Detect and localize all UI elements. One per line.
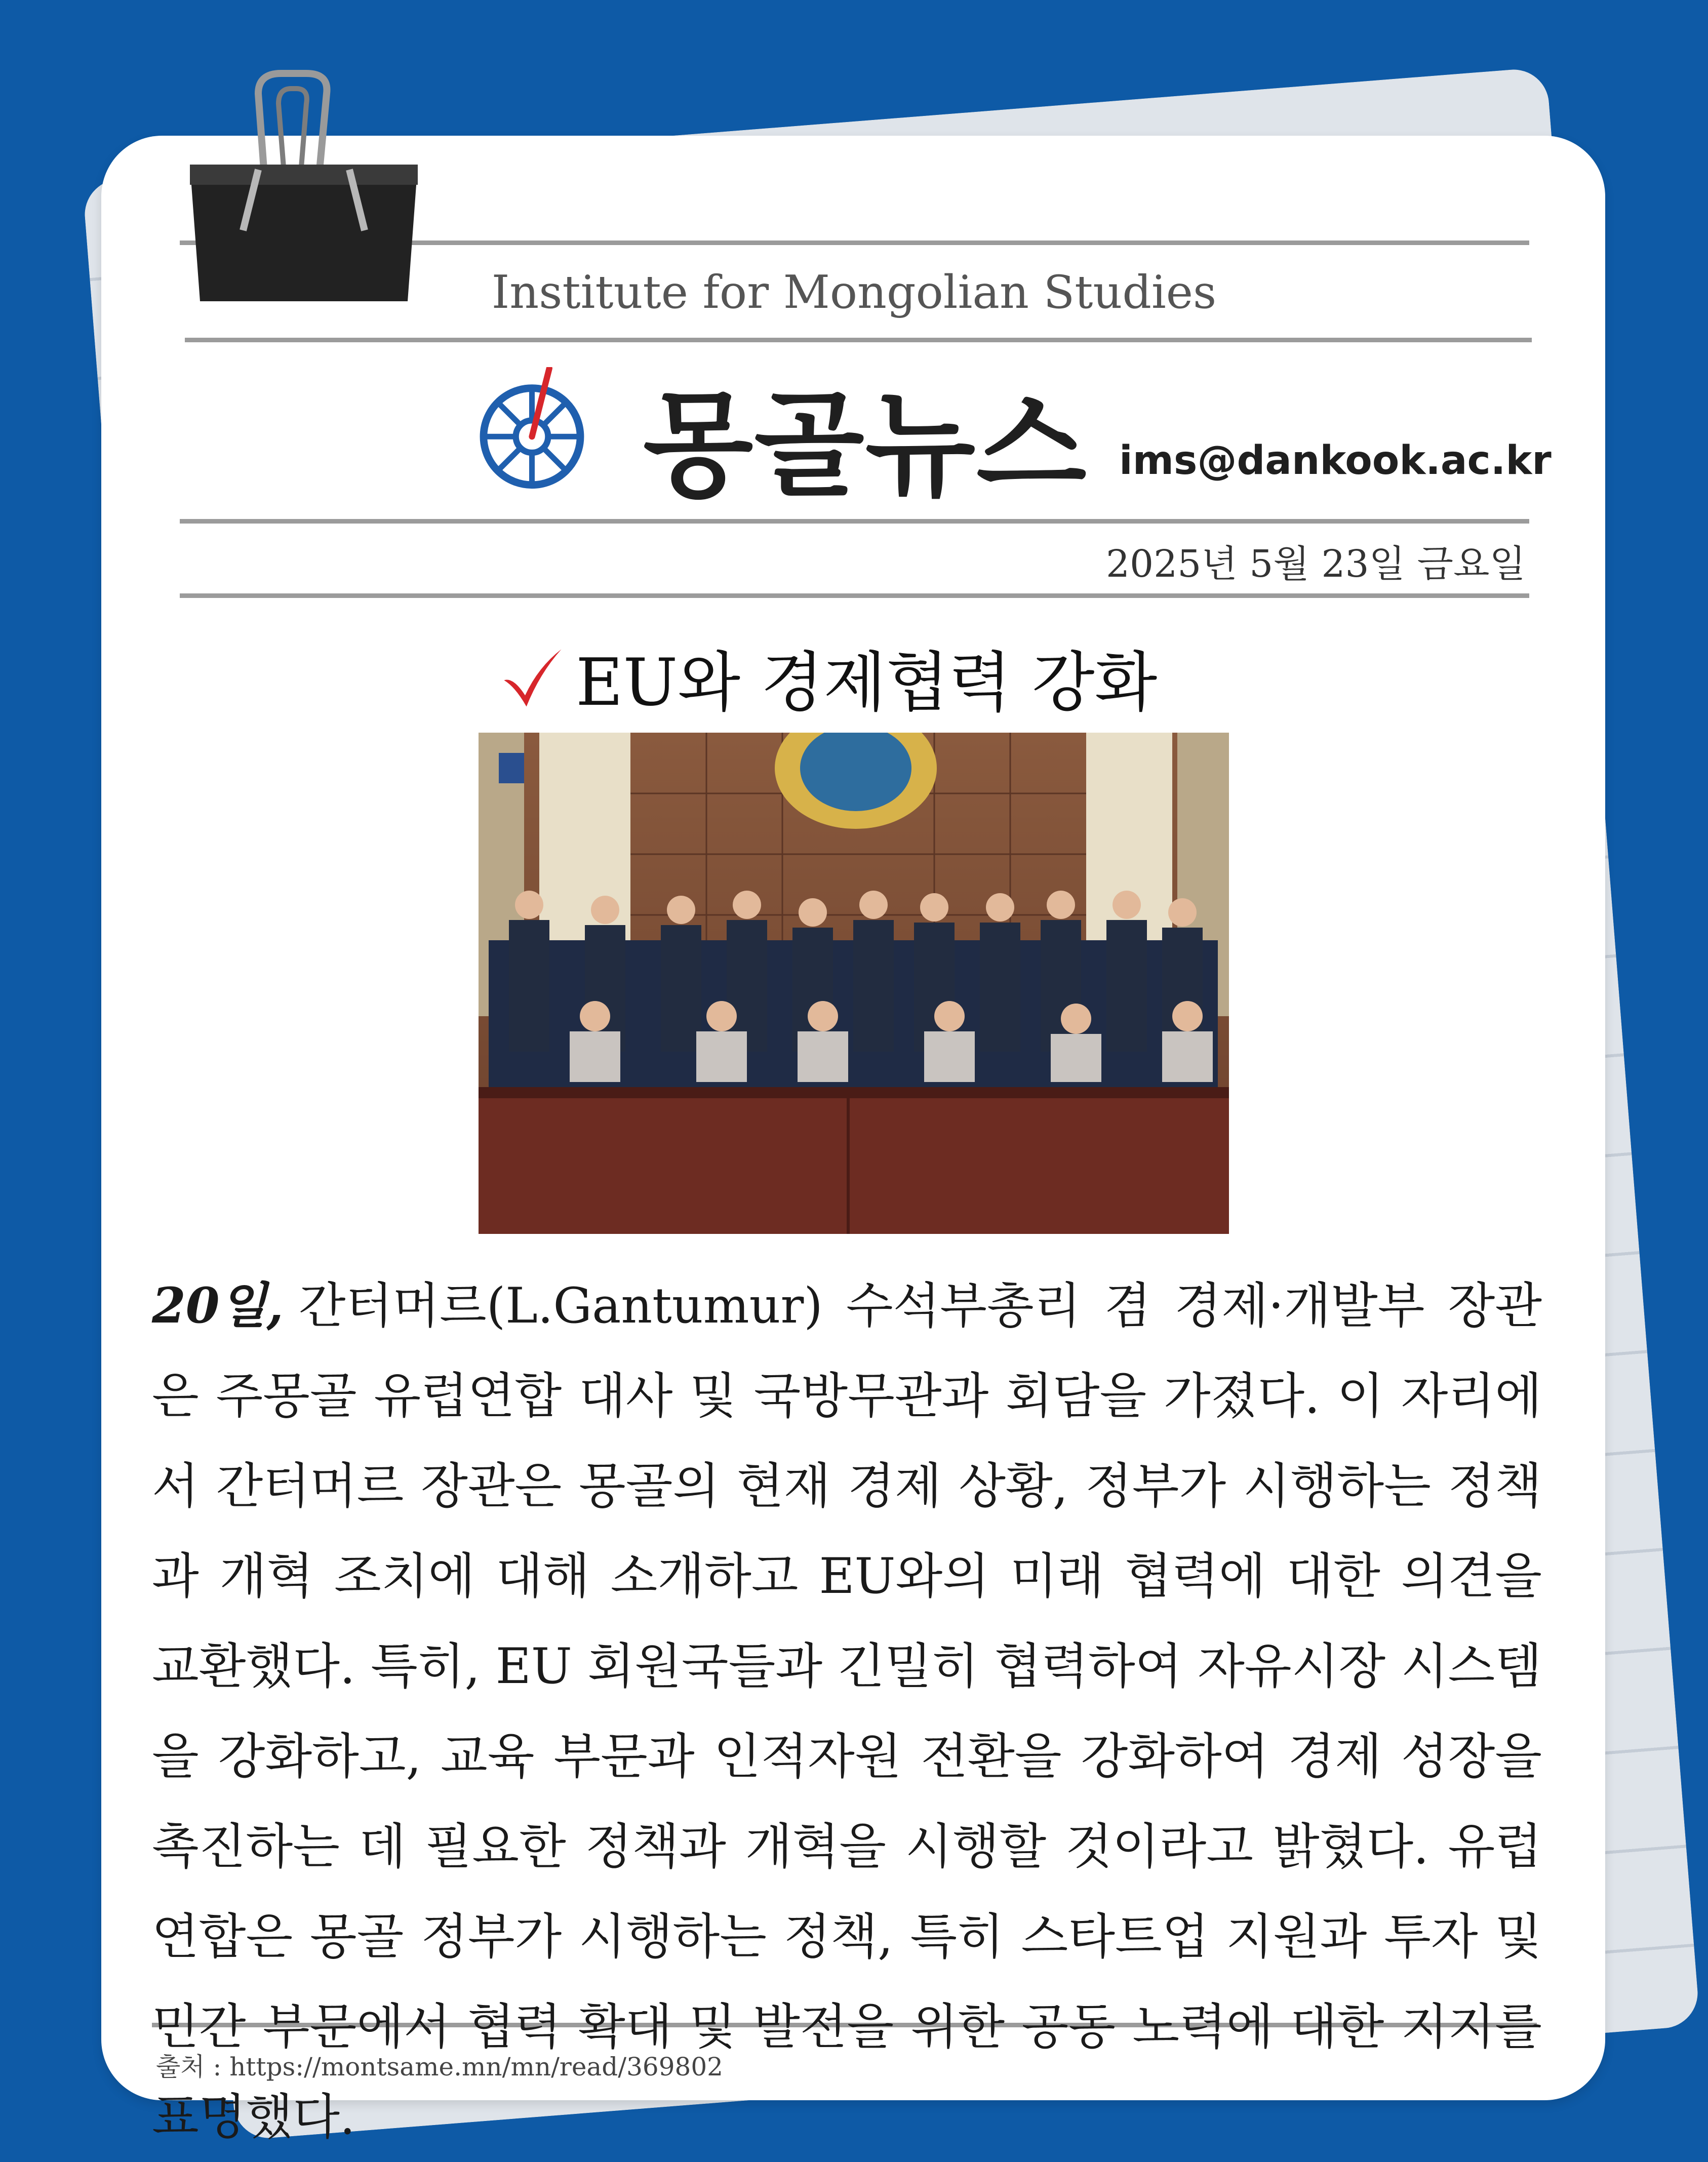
divider-institute: [185, 338, 1532, 342]
checkmark-icon: [499, 644, 565, 710]
institute-logo-icon: [470, 367, 594, 491]
article-lead-date: 20일,: [152, 1277, 284, 1334]
article-headline: [499, 630, 1157, 724]
issue-date: 2025년 5월 23일 금요일: [1105, 542, 1526, 586]
source-link[interactable]: 출처 : https://montsame.mn/mn/read/369802: [156, 2052, 723, 2081]
newsletter-title: 몽골뉴스: [643, 380, 1088, 512]
divider-masthead: [180, 519, 1529, 524]
contact-email[interactable]: ims@dankook.ac.kr: [1119, 438, 1552, 484]
article-body: [152, 1261, 1542, 2162]
divider-date: [180, 593, 1529, 598]
headline-text: EU와 경제협력 강화: [576, 645, 1158, 720]
institute-name: Institute for Mongolian Studies: [491, 266, 1217, 319]
meeting-group-photo: [479, 733, 1229, 1234]
article-body-text: 간터머르(L.Gantumur) 수석부총리 겸 경제·개발부 장관은 주몽골 유럽연합 대사 및 국방무관과 회담을 가졌다. 이 자리에서 간터머르 장관은 몽골의 현재 경제 상황, 정부가 시행하는 정책과 개혁 조치에 대해 소개하고 EU와의 미래 협력에 대한 의견을 교환했다. 특히, EU 회원국들과 긴밀히 협력하여 자유시장 시스템을 강화하고, 교육 부문과 인적자원 전환을 강화하여 경제 성장을 촉진하는 데 필요한 정책과 개혁을 시행할 것이라고 밝혔다. 유럽연합은 몽골 정부가 시행하는 정책, 특히 스타트업 지원과 투자 및 민간 부문에서 협력 확대 및 발전을 위한 공동 노력에 대한 지지를 표명했다.: [152, 1277, 1542, 2145]
